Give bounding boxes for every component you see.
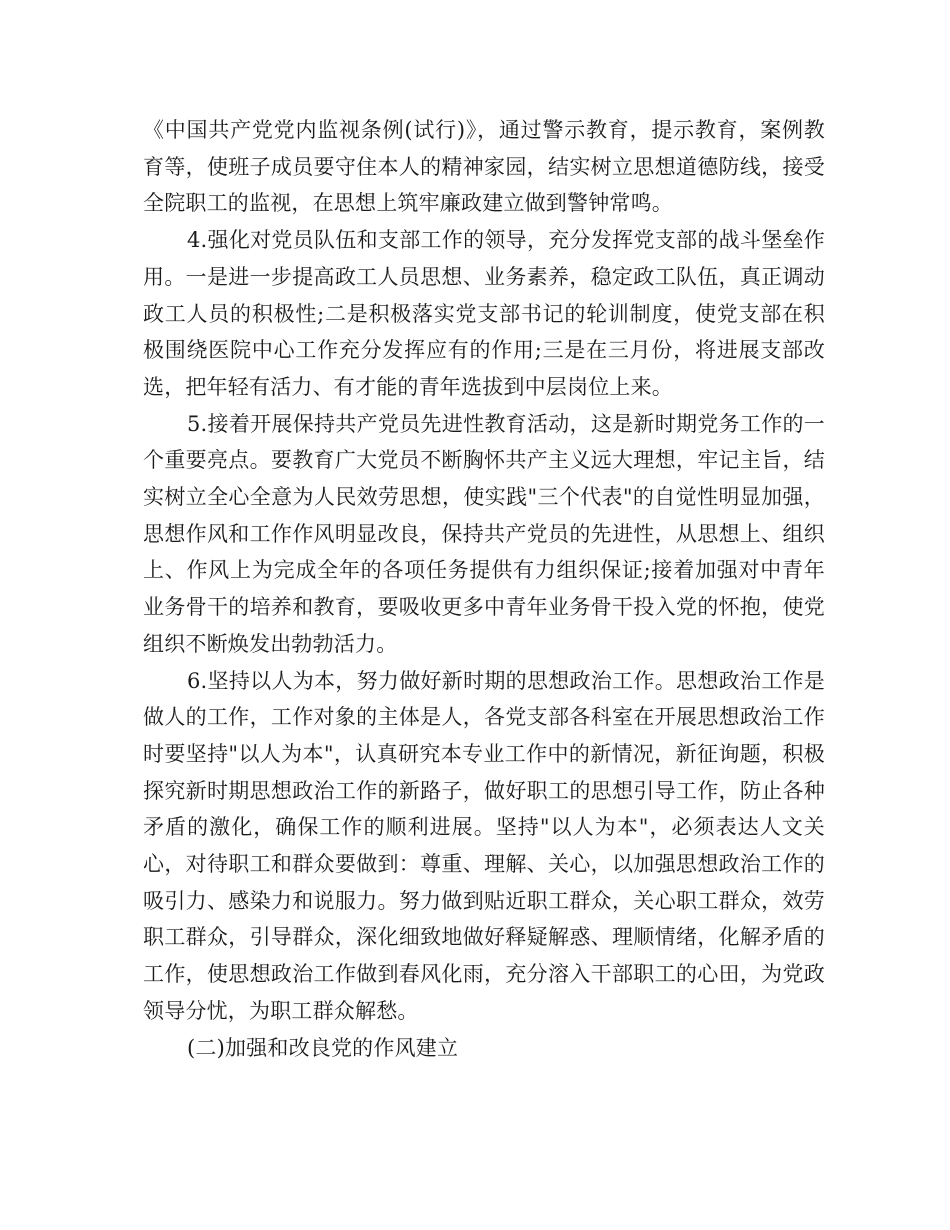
paragraph-item-4: 4.强化对党员队伍和支部工作的领导，充分发挥党支部的战斗堡垒作用。一是进一步提高政工人员思想、业务素养，稳定政工队伍，真正调动政工人员的积极性;二是积极落实党支部书记的轮训制度，使党支部在积极围绕医院中心工作充分发挥应有的作用;三是在三月份，将进展支部改选，把年轻有活力、有才能的青年选拔到中层岗位上来。 (143, 228, 825, 399)
section-heading-2: (二)加强和改良党的作风建立 (187, 1035, 459, 1060)
paragraph-item-5: 5.接着开展保持共产党员先进性教育活动，这是新时期党务工作的一个重要亮点。要教育广大党员不断胸怀共产主义远大理想，牢记主旨，结实树立全心全意为人民效劳思想，使实践"三个代表"的自觉性明显加强，思想作风和工作作风明显改良，保持共产党员的先进性，从思想上、组织上、作风上为完成全年的各项任务提供有力组织保证;接着加强对中青年业务骨干的培养和教育，要吸收更多中青年业务骨干投入党的怀抱，使党组织不断焕发出勃勃活力。 (143, 411, 825, 656)
paragraph-item-6: 6.坚持以人为本，努力做好新时期的思想政治工作。思想政治工作是做人的工作，工作对象的主体是人，各党支部各科室在开展思想政治工作时要坚持"以人为本"，认真研究本专业工作中的新情况，新征询题，积极探究新时期思想政治工作的新路子，做好职工的思想引导工作，防止各种矛盾的激化，确保工作的顺利进展。坚持"以人为本"，必须表达人文关心，对待职工和群众要做到：尊重、理解、关心，以加强思想政治工作的吸引力、感染力和说服力。努力做到贴近职工群众，关心职工群众，效劳职工群众，引导群众，深化细致地做好释疑解惑、理顺情绪，化解矛盾的工作，使思想政治工作做到春风化雨，充分溶入干部职工的心田，为党政领导分忧，为职工群众解愁。 (143, 668, 825, 1023)
paragraph-supervision-regulations: 《中国共产党党内监视条例(试行)》，通过警示教育，提示教育，案例教育等，使班子成员要守住本人的精神家园，结实树立思想道德防线，接受全院职工的监视，在思想上筑牢廉政建立做到警钟常鸣。 (143, 118, 825, 216)
document-body (143, 112, 825, 1066)
